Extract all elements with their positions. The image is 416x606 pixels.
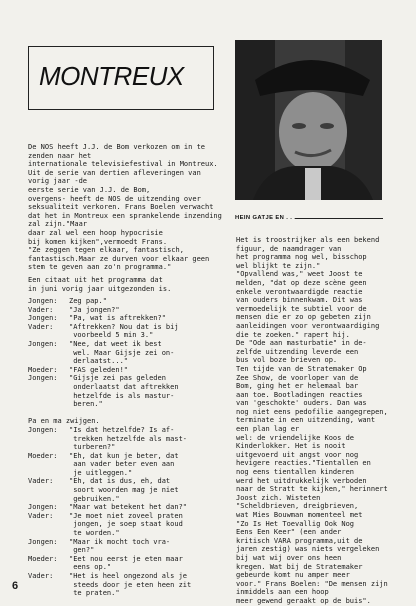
speaker: Jongen: <box>28 537 58 546</box>
dialog-line <box>28 555 226 572</box>
stage-direction: Pa en ma zwijgen. <box>28 417 100 426</box>
line-text: "Aftrekken? Nou dat is bij voorbeeld 5 min 3." <box>69 322 179 340</box>
intro-paragraph: De NOS heeft J.J. de Bom verkozen om in te zenden naar het internationale televisiefestival in Montreux. Uit de serie van dertien afleveringen van vorig jaar -de eerste serie van J.J. de Bom, overgens- heeft de NOS de uitzending over seksualiteit verkoren. Frans Boelen verwacht dat het in Montreux een sprankelende inzending zal zijn."Maar daar zal wel een hoop hypocrisie bij komen kijken",vermoedt Frans. "Ze zeggen tegen elkaar, fantastisch, fantastisch.Maar ze durven voor elkaar geen stem te geven aan zo'n programma." <box>28 143 222 272</box>
caption-text: HEIN GATJE EN . . . <box>235 215 297 221</box>
line-text: "Maar ik mocht toch vra- gen?" <box>69 537 171 555</box>
line-text: "Eh, dat kun je beter, dat aan vader beter even aan je uitleggen." <box>69 451 179 477</box>
portrait-photo <box>235 40 382 200</box>
dialog-line <box>28 503 226 512</box>
dialog-line <box>28 340 226 366</box>
line-text: "Maar wat betekent het dan?" <box>69 503 188 512</box>
speaker: Vader: <box>28 477 54 486</box>
dialog-line <box>28 538 226 555</box>
dialog-line <box>28 314 226 323</box>
line-text: "FAS geleden!" <box>69 365 129 374</box>
dialog-line <box>28 572 226 598</box>
dialog <box>28 297 226 598</box>
speaker: Jongen: <box>28 314 58 323</box>
speaker: Vader: <box>28 511 54 520</box>
dialog-line <box>28 477 226 503</box>
speaker: Vader: <box>28 322 54 331</box>
caption-rule <box>295 218 383 219</box>
dialog-line <box>28 452 226 478</box>
dialog-line <box>28 297 226 306</box>
speaker: Jongen: <box>28 374 58 383</box>
line-text: "Eet nou eerst je eten maar eens op." <box>69 554 183 572</box>
dialog-line <box>28 323 226 340</box>
speaker: Jongen: <box>28 297 58 305</box>
line-text: "Eh, dat is dus, eh, dat soort woorden mag je niet gebruiken." <box>69 477 179 503</box>
line-text: "Gijsje zei pas geleden onderlaatst dat aftrekken hetzelfde is als mastur- beren." <box>69 374 179 409</box>
speaker: Jongen: <box>28 339 58 348</box>
portrait-image <box>235 40 382 200</box>
line-text: "Ja jongen?" <box>69 305 120 314</box>
dialog-line <box>28 512 226 538</box>
line-text: "Nee, dat weet ik best wel. Maar Gijsje zei on- derlaatst..." <box>69 339 175 366</box>
photo-caption <box>235 215 385 221</box>
dialog-line <box>28 426 226 452</box>
line-text: Zeg pap." <box>69 297 107 305</box>
dialog-line <box>28 366 226 375</box>
speaker: Moeder: <box>28 365 58 374</box>
speaker: Jongen: <box>28 425 58 434</box>
speaker: Vader: <box>28 572 54 580</box>
line-text: "Pa, wat is aftrekken?" <box>69 314 166 323</box>
dialog-line <box>28 374 226 408</box>
line-text: "Het is heel ongezond als je steeds door je eten heen zit te praten." <box>69 572 192 598</box>
speaker: Moeder: <box>28 451 58 460</box>
speaker: Jongen: <box>28 503 58 512</box>
page-number: 6 <box>12 580 19 592</box>
title-box <box>28 46 214 110</box>
speaker: Moeder: <box>28 554 58 563</box>
line-text: "Je moet niet zoveel praten jongen, je soep staat koud te worden." <box>69 511 183 538</box>
quote-intro: Een citaat uit het programma dat in juni vorig jaar uitgezonden is. <box>28 276 172 293</box>
page-title: MONTREUX <box>39 61 184 91</box>
dialog-part-b <box>28 426 226 598</box>
right-column-text: Het is troostrijker als een bekend figuur, de naamdrager van het programma nog wel, bisschop wel blijkt te zijn." "Opvallend was," weet Joost te melden, "dat op deze scène geen enkele verontwaardigde reactie van ouders binnenkwam. Dit was vermoedelijk te subtiel voor de mensen die er zo op gebeten zijn aanleidingen voor verontwaardiging die te zoeken." rapert hij. De "Ode aan masturbatie" in de- zelfde uitzending leverde een bus vol boze brieven op. Ten tijde van de Stratemaker Op Zee Show, de voorloper van de Bom, ging het er helemaal bar aan toe. Bootladingen reacties van 'geschokte' ouders. Dan was nog niet eens pedofilie aangegrepen, terminate in een uitzending, want een plan lag er wel: de vriendelijke Koos de Kinderlokker. Het is nooit uitgevoerd uit angst voor nog hevigere reacties."Tientallen en nog eens tientallen kinderen werd het uitdrukkelijk verboden naar de Stratt te kijken," herinnert Joost zich. Wisteten "Scheldbrieven, dreigbrieven, wat Mies Bouwman momenteel met "Zo Is Het Toevallig Ook Nog Eens Een Keer" (een ander kritisch VARA programma,uit de jaren zestig) was niets vergeleken bij wat wij over ons heen kregen. Wat bij de Stratemaker gebeurde komt nu amper meer voor." Frans Boelen: "De mensen zijn inmiddels aan een hoop meer gewend geraakt op de buis". <box>236 236 388 605</box>
speaker: Vader: <box>28 305 54 314</box>
dialog-part-a <box>28 297 226 409</box>
line-text: "Is dat hetzelfde? Is af- trekken hetzelfde als mast- turberen?" <box>69 425 188 452</box>
dialog-line <box>28 306 226 315</box>
